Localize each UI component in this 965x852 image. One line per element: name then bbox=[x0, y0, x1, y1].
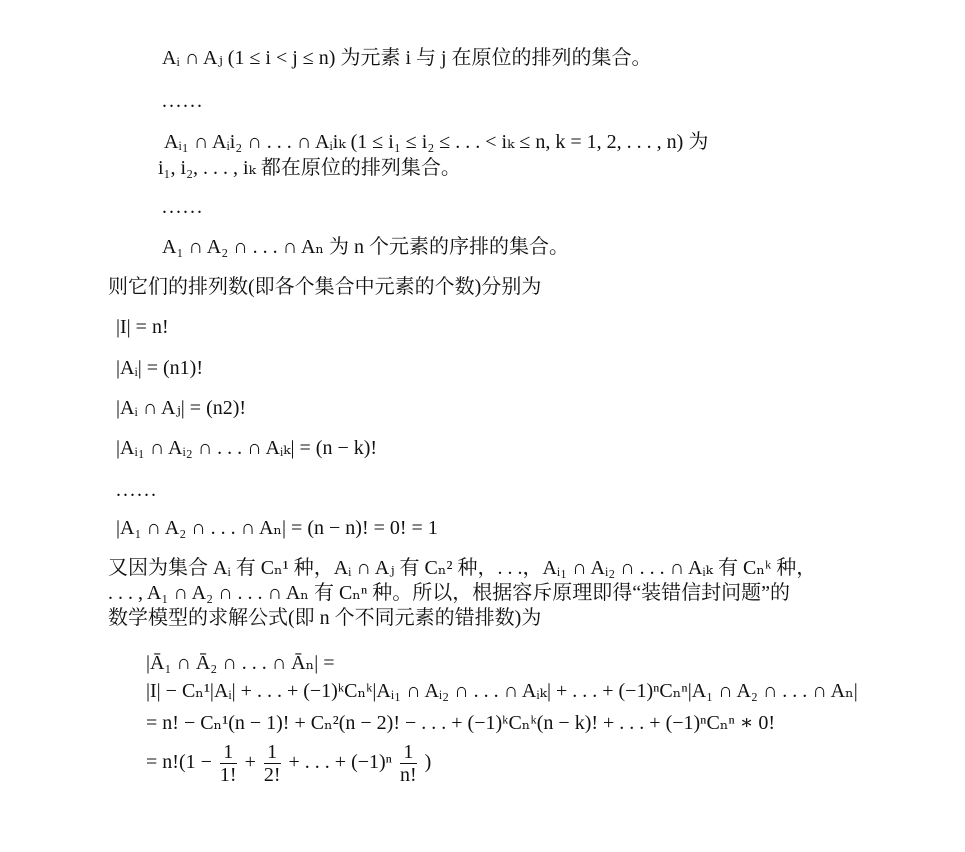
eq-full: |A₁ ∩ A₂ ∩ . . . ∩ Aₙ| = (n − n)! = 0! = 1 bbox=[116, 517, 438, 539]
fraction-1-num: 1 bbox=[220, 741, 237, 764]
eq-pair: |Aᵢ ∩ Aⱼ| = (n2)! bbox=[116, 397, 247, 419]
formula-counts: = n! − Cₙ¹(n − 1)! + Cₙ²(n − 2)! − . . . + (−1)ᵏCₙᵏ(n − k)! + . . . + (−1)ⁿCₙⁿ ∗ 0! bbox=[146, 712, 776, 734]
formula-mid: + . . . + (−1)ⁿ bbox=[288, 751, 392, 773]
eq-k-fold: |Aᵢ₁ ∩ Aᵢ₂ ∩ . . . ∩ Aᵢₖ| = (n − k)! bbox=[116, 437, 378, 459]
line-counts-intro: 则它们的排列数(即各个集合中元素的个数)分别为 bbox=[108, 276, 542, 298]
para-line-1: 又因为集合 Aᵢ 有 Cₙ¹ 种，Aᵢ ∩ Aⱼ 有 Cₙ² 种，. . .，Aᵢ₁ ∩ Aᵢ₂ ∩ . . . ∩ Aᵢₖ 有 Cₙᵏ 种， bbox=[108, 557, 817, 579]
fraction-2 bbox=[264, 741, 281, 786]
fraction-2-num: 1 bbox=[264, 741, 281, 764]
line-full-intersection-def: A₁ ∩ A₂ ∩ . . . ∩ Aₙ 为 n 个元素的序排的集合。 bbox=[162, 236, 570, 258]
formula-result bbox=[146, 738, 431, 786]
fraction-3-den: n! bbox=[399, 763, 417, 786]
formula-expansion: |I| − Cₙ¹|Aᵢ| + . . . + (−1)ᵏCₙᵏ|Aᵢ₁ ∩ Aᵢ₂ ∩ . . . ∩ Aᵢₖ| + . . . + (−1)ⁿCₙⁿ|A₁ ∩ A₂ ∩ . . . ∩ Aₙ| bbox=[146, 680, 858, 702]
formula-result-prefix: = n!(1 − bbox=[146, 751, 212, 773]
ellipsis-1: ...... bbox=[162, 90, 204, 112]
formula-lhs: |Ā₁ ∩ Ā₂ ∩ . . . ∩ Āₙ| = bbox=[146, 652, 335, 674]
para-line-2: . . . , A₁ ∩ A₂ ∩ . . . ∩ Aₙ 有 Cₙⁿ 种。所以，根据容斥原理即得“装错信封问题”的 bbox=[108, 582, 790, 604]
eq-total: |I| = n! bbox=[116, 316, 169, 338]
fraction-2-den: 2! bbox=[263, 763, 281, 786]
line-multi-intersection-def: Aᵢ₁ ∩ Aᵢi₂ ∩ . . . ∩ Aᵢiₖ (1 ≤ i₁ ≤ i₂ ≤ . . . < iₖ ≤ n, k = 1, 2, . . . , n) 为 bbox=[164, 131, 709, 153]
ellipsis-3: ...... bbox=[116, 479, 158, 501]
line-multi-intersection-def-cont: i₁, i₂, . . . , iₖ 都在原位的排列集合。 bbox=[158, 157, 461, 179]
para-line-3: 数学模型的求解公式(即 n 个不同元素的错排数)为 bbox=[108, 607, 542, 629]
line-ai-aj-def: Aᵢ ∩ Aⱼ (1 ≤ i < j ≤ n) 为元素 i 与 j 在原位的排列的集合。 bbox=[162, 47, 652, 69]
fraction-3-num: 1 bbox=[400, 741, 417, 764]
ellipsis-2: ...... bbox=[162, 196, 204, 218]
fraction-1-den: 1! bbox=[219, 763, 237, 786]
fraction-3 bbox=[400, 741, 417, 786]
formula-close: ) bbox=[424, 751, 432, 773]
formula-plus: + bbox=[244, 751, 256, 773]
eq-single: |Aᵢ| = (n1)! bbox=[116, 357, 203, 379]
fraction-1 bbox=[220, 741, 237, 786]
